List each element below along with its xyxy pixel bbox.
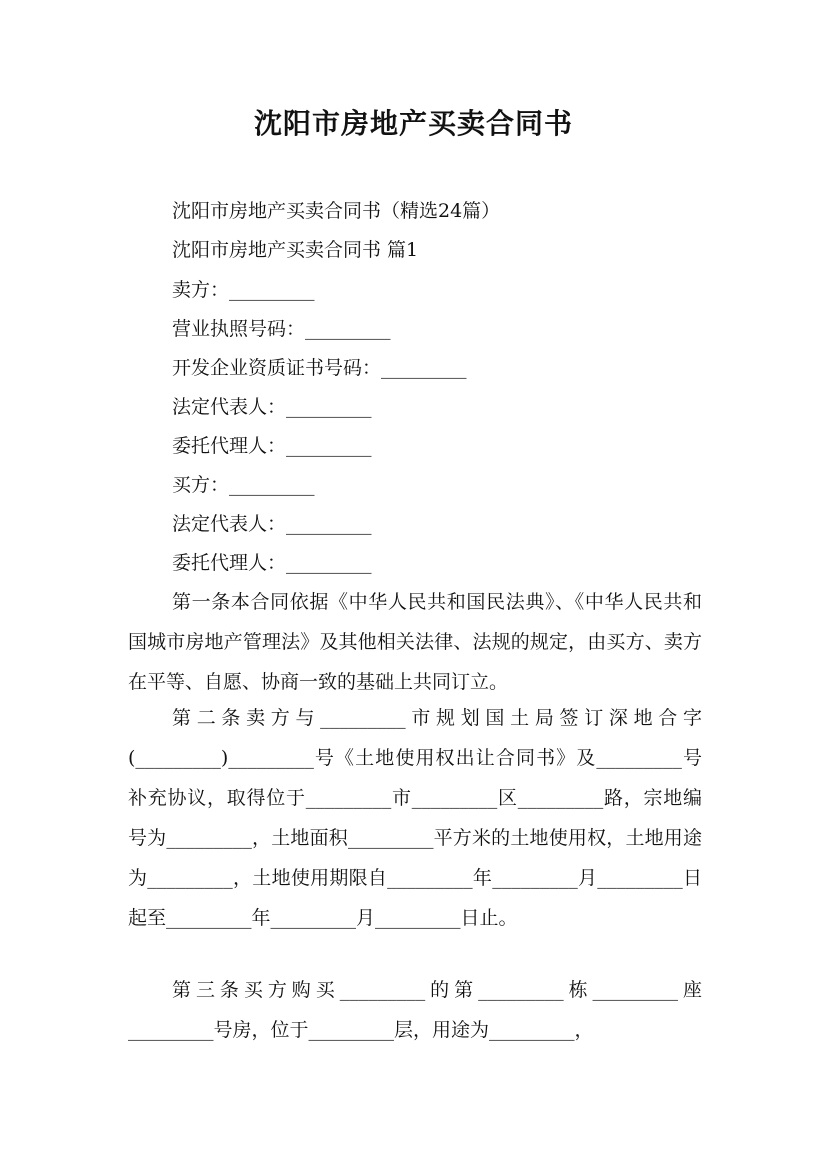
document-title: 沈阳市房地产买卖合同书 [253, 107, 573, 140]
buyer-field: 买方：_________ [172, 474, 315, 496]
seller-field: 卖方：_________ [172, 279, 315, 301]
buyer-agent-field: 委托代理人：_________ [172, 552, 372, 574]
business-license-field: 营业执照号码：_________ [172, 318, 391, 340]
seller-agent-field: 委托代理人：_________ [172, 435, 372, 457]
qualification-cert-field: 开发企业资质证书号码：_________ [172, 357, 467, 379]
subtitle-line: 沈阳市房地产买卖合同书（精选24篇） [172, 200, 501, 222]
article-1: 第一条本合同依据《中华人民共和国民法典》、《中华人民共和国城市房地产管理法》及其他相关法律、法规的规定，由买方、卖方在平等、自愿、协商一致的基础上共同订立。 [128, 591, 702, 693]
section-heading: 沈阳市房地产买卖合同书 篇1 [172, 239, 419, 261]
article-3: 第三条买方购买_________的第_________栋_________座_________号房，位于_________层，用途为_________， [128, 979, 702, 1041]
seller-legal-rep-field: 法定代表人：_________ [172, 396, 372, 418]
article-2: 第二条卖方与_________市规划国土局签订深地合字(_________)_________号《土地使用权出让合同书》及_________号补充协议，取得位于_________市_________区_________路，宗地编号为_________，土地面积_________平方米的土地使用权，土地用途为_________，土地使用期限自_________年_________月_________日起至_________年_________月_________日止。 [128, 707, 702, 929]
buyer-legal-rep-field: 法定代表人：_________ [172, 513, 372, 535]
